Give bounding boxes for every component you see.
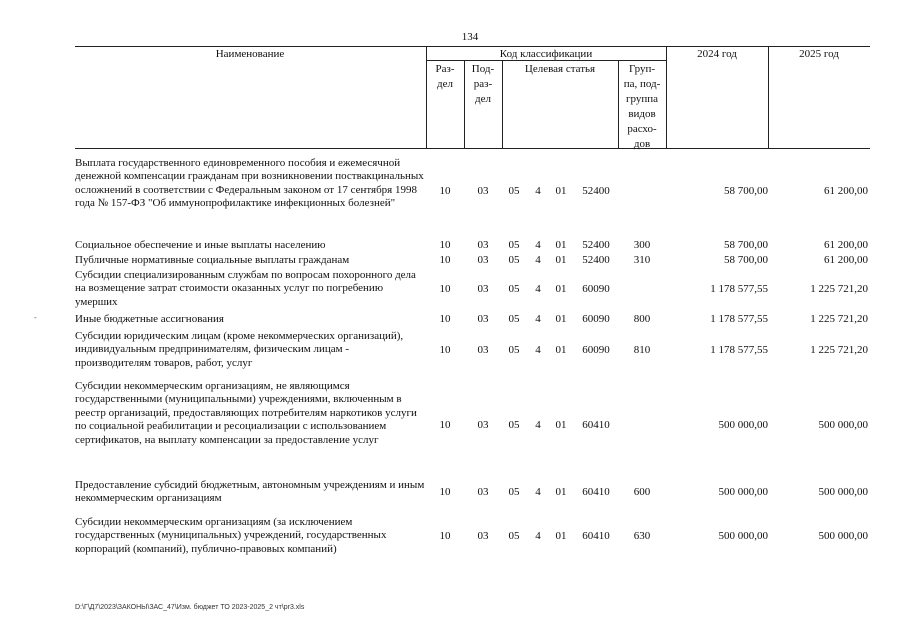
row-2025: 1 225 721,20 — [810, 283, 868, 295]
row-podrazdel: 03 — [477, 344, 489, 356]
row-target-3: 01 — [555, 419, 567, 431]
row-razdel: 10 — [439, 185, 451, 197]
row-2025: 1 225 721,20 — [810, 344, 868, 356]
row-2025: 61 200,00 — [824, 185, 868, 197]
row-target-2: 4 — [535, 185, 541, 197]
row-vid: 800 — [633, 313, 651, 325]
row-vid: 310 — [633, 254, 651, 266]
row-podrazdel: 03 — [477, 313, 489, 325]
row-target-1: 05 — [508, 283, 520, 295]
row-target-3: 01 — [555, 486, 567, 498]
row-target-3: 01 — [555, 313, 567, 325]
header-name: Наименование — [215, 48, 285, 60]
row-target-4: 60090 — [582, 344, 610, 356]
row-2024: 500 000,00 — [718, 419, 768, 431]
row-razdel: 10 — [439, 344, 451, 356]
row-target-4: 52400 — [582, 254, 610, 266]
row-target-3: 01 — [555, 283, 567, 295]
row-vid: 810 — [633, 344, 651, 356]
row-razdel: 10 — [439, 486, 451, 498]
file-path-footer: D:\Г\Д7\2023\ЗАКОНЫ\ЗАС_47\Изм. бюджет ТО 2023-2025_2 чт\pr3.xls — [75, 604, 305, 611]
row-razdel: 10 — [439, 530, 451, 542]
header-subsection: Под- раз- дел — [471, 63, 495, 105]
row-2024: 1 178 577,55 — [710, 344, 768, 356]
row-target-4: 60090 — [582, 283, 610, 295]
row-target-1: 05 — [508, 239, 520, 251]
row-target-2: 4 — [535, 254, 541, 266]
row-target-2: 4 — [535, 486, 541, 498]
row-2024: 1 178 577,55 — [710, 283, 768, 295]
row-2025: 500 000,00 — [818, 530, 868, 542]
row-podrazdel: 03 — [477, 185, 489, 197]
row-2025: 61 200,00 — [824, 239, 868, 251]
row-razdel: 10 — [439, 419, 451, 431]
row-target-4: 52400 — [582, 239, 610, 251]
row-2025: 61 200,00 — [824, 254, 868, 266]
row-razdel: 10 — [439, 239, 451, 251]
row-target-3: 01 — [555, 344, 567, 356]
row-target-2: 4 — [535, 419, 541, 431]
row-target-2: 4 — [535, 530, 541, 542]
header-group: Груп- па, под- группа видов расхо- дов — [623, 63, 661, 150]
row-target-4: 60090 — [582, 313, 610, 325]
row-2024: 58 700,00 — [724, 254, 768, 266]
row-target-1: 05 — [508, 344, 520, 356]
row-vid: 300 — [633, 239, 651, 251]
row-target-1: 05 — [508, 486, 520, 498]
row-target-3: 01 — [555, 530, 567, 542]
row-name: Иные бюджетные ассигнования — [75, 313, 224, 325]
row-podrazdel: 03 — [477, 486, 489, 498]
row-target-4: 60410 — [582, 530, 610, 542]
row-name: Субсидии некоммерческим организациям, не являющимся государственными (муниципальными) учреждениями, включенным в реестр организаций, предоставляющих потребителям наркотиков услуги по социальной реабилитации и ресоциализации с использованием сертификатов, на выплату компенсации за предоставление услуг — [75, 380, 417, 446]
row-2024: 1 178 577,55 — [710, 313, 768, 325]
row-target-4: 60410 — [582, 419, 610, 431]
row-target-1: 05 — [508, 254, 520, 266]
row-target-2: 4 — [535, 344, 541, 356]
row-podrazdel: 03 — [477, 419, 489, 431]
row-target-3: 01 — [555, 239, 567, 251]
row-target-2: 4 — [535, 239, 541, 251]
row-podrazdel: 03 — [477, 239, 489, 251]
row-target-2: 4 — [535, 313, 541, 325]
header-code-group: Код классификации — [499, 48, 593, 60]
row-podrazdel: 03 — [477, 283, 489, 295]
row-target-1: 05 — [508, 530, 520, 542]
row-razdel: 10 — [439, 313, 451, 325]
row-name: Субсидии некоммерческим организациям (за исключением государственных (муниципальных) учреждений, государственных корпораций (компаний), публично-правовых компаний) — [75, 516, 387, 555]
margin-mark: - — [34, 313, 37, 322]
row-2024: 58 700,00 — [724, 185, 768, 197]
row-podrazdel: 03 — [477, 254, 489, 266]
row-razdel: 10 — [439, 283, 451, 295]
row-name: Выплата государственного единовременного пособия и ежемесячной денежной компенсации гражданам при возникновении поствакцинальных осложнений в соответствии с Федеральным законом от 17 сентября 1998 года № 157-ФЗ "Об иммунопрофилактике инфекционных болезней" — [75, 157, 424, 210]
row-name: Субсидии юридическим лицам (кроме некоммерческих организаций), индивидуальным предпринимателям, физическим лицам - производителям товаров, работ, услуг — [75, 330, 404, 369]
row-2024: 58 700,00 — [724, 239, 768, 251]
header-section: Раз- дел — [435, 63, 455, 90]
row-target-1: 05 — [508, 419, 520, 431]
row-2025: 500 000,00 — [818, 419, 868, 431]
row-2024: 500 000,00 — [718, 486, 768, 498]
row-target-3: 01 — [555, 185, 567, 197]
row-vid: 630 — [633, 530, 651, 542]
row-target-4: 60410 — [582, 486, 610, 498]
row-name: Публичные нормативные социальные выплаты гражданам — [75, 254, 350, 266]
row-name: Социальное обеспечение и иные выплаты населению — [75, 239, 326, 251]
row-2025: 500 000,00 — [818, 486, 868, 498]
header-year-2025: 2025 год — [799, 48, 839, 60]
header-year-2024: 2024 год — [697, 48, 737, 60]
row-target-4: 52400 — [582, 185, 610, 197]
row-2025: 1 225 721,20 — [810, 313, 868, 325]
row-target-1: 05 — [508, 185, 520, 197]
row-razdel: 10 — [439, 254, 451, 266]
row-name: Предоставление субсидий бюджетным, автономным учреждениям и иным некоммерческим организациям — [75, 479, 425, 505]
row-2024: 500 000,00 — [718, 530, 768, 542]
row-target-3: 01 — [555, 254, 567, 266]
row-name: Субсидии специализированным службам по вопросам похоронного дела на возмещение затрат стоимости оказанных услуг по погребению умерших — [75, 269, 416, 308]
page-number: 134 — [461, 31, 479, 43]
header-target: Целевая статья — [524, 63, 596, 75]
row-podrazdel: 03 — [477, 530, 489, 542]
row-target-2: 4 — [535, 283, 541, 295]
row-target-1: 05 — [508, 313, 520, 325]
row-vid: 600 — [633, 486, 651, 498]
